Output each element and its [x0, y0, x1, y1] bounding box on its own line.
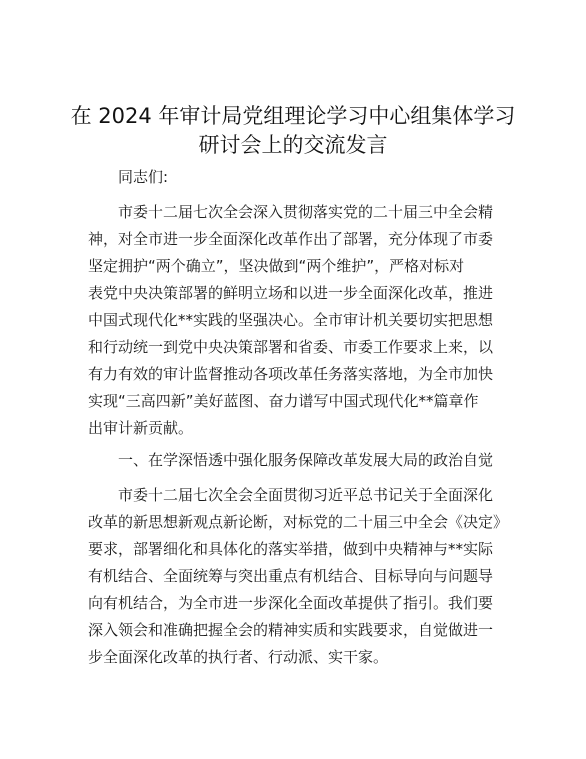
paragraph-2-line: 要求，部署细化和具体化的落实举措，做到中央精神与**实际 — [88, 540, 494, 558]
paragraph-2-line: 步全面深化改革的执行者、行动派、实干家。 — [88, 648, 389, 666]
document-title-line-2: 研讨会上的交流发言 — [198, 133, 388, 157]
paragraph-1-line: 实现“三高四新”美好蓝图、奋力谱写中国式现代化**篇章作 — [88, 392, 479, 410]
paragraph-1-line: 中国式现代化**实践的坚强决心。全市审计机关要切实把思想 — [88, 311, 494, 329]
paragraph-2-line: 深入领会和准确把握全会的精神实质和实践要求，自觉做进一 — [88, 621, 494, 639]
paragraph-1-line: 神，对全市进一步全面深化改革作出了部署，充分体现了市委 — [88, 230, 494, 248]
paragraph-1-line: 坚定拥护“两个确立”，坚决做到“两个维护”，严格对标对 — [88, 257, 465, 275]
paragraph-2-line: 有机结合、全面统筹与突出重点有机结合、目标导向与问题导 — [88, 567, 494, 585]
paragraph-2-line: 向有机结合，为全市进一步深化全面改革提供了指引。我们要 — [88, 594, 494, 612]
paragraph-1-line: 和行动统一到党中央决策部署和省委、市委工作要求上来，以 — [88, 338, 494, 356]
document-title-line-1: 在 2024 年审计局党组理论学习中心组集体学习 — [70, 104, 516, 128]
paragraph-1-line: 出审计新贡献。 — [88, 419, 194, 437]
paragraph-1-line: 表党中央决策部署的鲜明立场和以进一步全面深化改革，推进 — [88, 284, 494, 302]
paragraph-1-line: 有力有效的审计监督推动各项改革任务落实落地，为全市加快 — [88, 365, 494, 383]
section-heading-1: 一、在学深悟透中强化服务保障改革发展大局的政治自觉 — [118, 451, 494, 469]
paragraph-2-line: 改革的新思想新观点新论断，对标党的二十届三中全会《决定》 — [88, 513, 509, 531]
paragraph-1-line: 市委十二届七次全会深入贯彻落实党的二十届三中全会精 — [118, 203, 494, 221]
salutation: 同志们: — [118, 168, 169, 186]
paragraph-2-line: 市委十二届七次全会全面贯彻习近平总书记关于全面深化 — [118, 486, 494, 504]
